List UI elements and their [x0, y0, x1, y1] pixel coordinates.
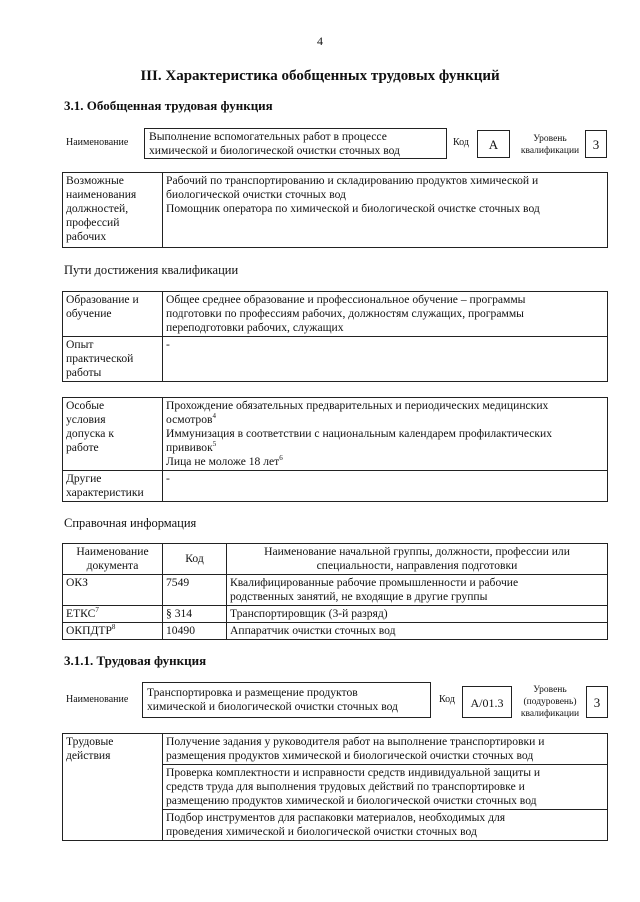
- positions-value-line: Помощник оператора по химической и биологической очистке сточных вод: [166, 202, 540, 215]
- ref-header-line: Наименование начальной группы, должности, профессии или: [264, 545, 570, 558]
- action-line: Получение задания у руководителя работ на выполнение транспортировки и: [166, 735, 545, 748]
- tf-level-value: 3: [586, 686, 608, 718]
- experience-label-line: Опыт: [66, 338, 94, 351]
- tf-level-label-3: квалификации: [520, 709, 580, 719]
- experience-value: -: [163, 337, 608, 382]
- other-label-line: Другие: [66, 472, 102, 485]
- footnote-ref: 4: [212, 412, 216, 421]
- actions-label: [63, 734, 163, 841]
- tf-name-line1: Транспортировка и размещение продуктов: [147, 686, 358, 699]
- tf-name-line2: химической и биологической очистки сточных вод: [147, 700, 398, 713]
- special-label-line: допуска к: [66, 427, 114, 440]
- positions-label-line: рабочих: [66, 230, 107, 243]
- positions-label-line: профессий: [66, 216, 120, 229]
- positions-value-line: Рабочий по транспортированию и складированию продуктов химической и: [166, 174, 539, 187]
- gtf-code-value: А: [477, 130, 510, 158]
- footnote-ref: 8: [111, 623, 116, 632]
- ref-doc-text: ЕТКС: [66, 607, 96, 620]
- tf-level-label: [511, 684, 589, 720]
- ref-col-code: Код: [163, 544, 227, 575]
- action-line: Проверка комплектности и исправности средств индивидуальной защиты и: [166, 766, 541, 779]
- ref-name-line: Квалифицированные рабочие промышленности и рабочие: [230, 576, 519, 589]
- table-row: [63, 623, 608, 640]
- gtf-level-label: [510, 133, 590, 157]
- gtf-name-label: Наименование: [66, 137, 129, 148]
- condition-text: осмотров: [166, 413, 213, 426]
- condition-line: Иммунизация в соответствии с национальным календарем профилактических: [166, 427, 553, 440]
- ref-doc: [63, 575, 163, 606]
- education-label-line: Образование и: [66, 293, 139, 306]
- special-conditions-label: [63, 398, 163, 471]
- section-title: III. Характеристика обобщенных трудовых функций: [140, 68, 500, 84]
- gtf-name-line1: Выполнение вспомогательных работ в процессе: [149, 130, 387, 143]
- action-line: размещению продуктов химической и биологической очистки сточных вод: [166, 794, 537, 807]
- education-value: [163, 292, 608, 337]
- ref-header-line: специальности, направления подготовки: [316, 559, 518, 572]
- ref-code: 7549: [163, 575, 227, 606]
- education-value-line: подготовки по профессиям рабочих, должностям служащих, программы: [166, 307, 524, 320]
- condition-line: [166, 413, 604, 427]
- condition-line: Прохождение обязательных предварительных и периодических медицинских: [166, 399, 549, 412]
- tf-name-label: Наименование: [66, 694, 129, 705]
- positions-label-line: должностей,: [66, 202, 129, 215]
- action-item: [163, 810, 608, 841]
- condition-line: [166, 455, 604, 469]
- special-label-line: работе: [66, 441, 99, 454]
- experience-label-line: практической: [66, 352, 134, 365]
- positions-label-line: наименования: [66, 188, 137, 201]
- ref-col-document: [63, 544, 163, 575]
- gtf-heading: 3.1. Обобщенная трудовая функция: [64, 98, 273, 113]
- action-item: [163, 765, 608, 810]
- table-row: [63, 606, 608, 623]
- action-line: проведения химической и биологической очистки сточных вод: [166, 825, 477, 838]
- gtf-name-box: [144, 128, 447, 159]
- tf-code-value: А/01.3: [462, 686, 512, 718]
- paths-heading: Пути достижения квалификации: [64, 263, 239, 277]
- ref-header-line: документа: [86, 559, 139, 572]
- condition-text: прививок: [166, 441, 213, 454]
- page-number: 4: [317, 34, 323, 48]
- positions-value-line: биологической очистки сточных вод: [166, 188, 346, 201]
- ref-doc-text: ОКЗ: [66, 576, 88, 589]
- experience-label: [63, 337, 163, 382]
- action-line: средств труда для выполнения трудовых действий по транспортировке и: [166, 780, 525, 793]
- ref-header-line: Наименование: [76, 545, 149, 558]
- experience-label-line: работы: [66, 366, 102, 379]
- ref-name-line: родственных занятий, не входящие в другие группы: [230, 590, 488, 603]
- ref-code: § 314: [163, 606, 227, 623]
- education-value-line: Общее среднее образование и профессиональное обучение – программы: [166, 293, 526, 306]
- special-label-line: Особые: [66, 399, 105, 412]
- education-label: [63, 292, 163, 337]
- gtf-code-label: Код: [453, 137, 469, 148]
- special-label-line: условия: [66, 413, 106, 426]
- gtf-level-label-2: квалификации: [520, 146, 580, 156]
- tf-name-box: [142, 682, 431, 718]
- table-row: [63, 575, 608, 606]
- positions-table: [62, 172, 608, 248]
- tf-heading: 3.1.1. Трудовая функция: [64, 653, 207, 668]
- tf-code-label: Код: [439, 694, 455, 705]
- positions-label-line: Возможные: [66, 174, 124, 187]
- positions-value: [163, 173, 608, 248]
- ref-doc-text: ОКПДТР: [66, 624, 112, 637]
- footnote-ref: 6: [279, 454, 283, 463]
- gtf-level-value: 3: [585, 130, 607, 158]
- ref-name: Аппаратчик очистки сточных вод: [227, 623, 608, 640]
- condition-line: [166, 441, 604, 455]
- conditions-table: [62, 397, 608, 502]
- tf-level-label-2: (подуровень): [523, 697, 577, 707]
- reference-table: [62, 543, 608, 640]
- other-characteristics-value: -: [163, 471, 608, 502]
- action-item: [163, 734, 608, 765]
- action-line: размещения продуктов химической и биологической очистки сточных вод: [166, 749, 534, 762]
- education-table: [62, 291, 608, 382]
- ref-doc: [63, 623, 163, 640]
- gtf-level-label-1: Уровень: [533, 134, 567, 144]
- ref-doc: [63, 606, 163, 623]
- ref-name: [227, 575, 608, 606]
- action-line: Подбор инструментов для распаковки материалов, необходимых для: [166, 811, 506, 824]
- actions-label-line: действия: [66, 749, 111, 762]
- special-conditions-value: [163, 398, 608, 471]
- gtf-name-line2: химической и биологической очистки сточных вод: [149, 144, 400, 157]
- other-label-line: характеристики: [66, 486, 144, 499]
- actions-table: [62, 733, 608, 841]
- other-characteristics-label: [63, 471, 163, 502]
- footnote-ref: 5: [212, 440, 217, 449]
- ref-col-name: [227, 544, 608, 575]
- education-label-line: обучение: [66, 307, 112, 320]
- tf-level-label-1: Уровень: [533, 685, 567, 695]
- ref-code: 10490: [163, 623, 227, 640]
- reference-heading: Справочная информация: [64, 516, 197, 530]
- positions-label: [63, 173, 163, 248]
- education-value-line: переподготовки рабочих, служащих: [166, 321, 344, 334]
- actions-label-line: Трудовые: [66, 735, 114, 748]
- condition-text: Лица не моложе 18 лет: [166, 455, 280, 468]
- footnote-ref: 7: [95, 606, 99, 615]
- ref-name: Транспортировщик (3-й разряд): [227, 606, 608, 623]
